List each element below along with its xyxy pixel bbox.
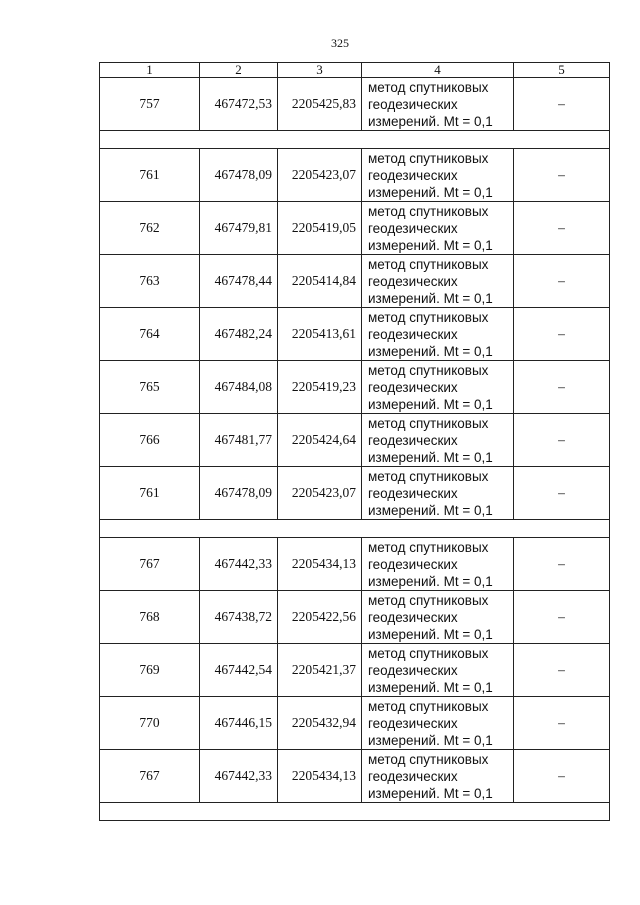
note-cell: – bbox=[514, 414, 610, 467]
method-line: метод спутниковых bbox=[368, 309, 489, 325]
method-line: измерений. Mt = 0,1 bbox=[368, 396, 493, 412]
method-cell bbox=[362, 538, 514, 591]
point-number-cell: 766 bbox=[100, 414, 200, 467]
method-line: геодезических bbox=[368, 167, 458, 183]
point-number-cell: 763 bbox=[100, 255, 200, 308]
method-line: метод спутниковых bbox=[368, 203, 489, 219]
table-row bbox=[100, 697, 610, 750]
method-line: метод спутниковых bbox=[368, 79, 489, 95]
method-line: метод спутниковых bbox=[368, 539, 489, 555]
method-line: измерений. Mt = 0,1 bbox=[368, 113, 493, 129]
method-line: измерений. Mt = 0,1 bbox=[368, 732, 493, 748]
point-number-cell: 761 bbox=[100, 149, 200, 202]
table-row bbox=[100, 361, 610, 414]
point-number-cell: 767 bbox=[100, 750, 200, 803]
x-coordinate-cell: 467478,44 bbox=[200, 255, 278, 308]
y-coordinate-cell: 2205423,07 bbox=[278, 149, 362, 202]
method-cell bbox=[362, 78, 514, 131]
group-separator-row bbox=[100, 803, 610, 821]
point-number-cell: 767 bbox=[100, 538, 200, 591]
y-coordinate-cell: 2205425,83 bbox=[278, 78, 362, 131]
table-row bbox=[100, 202, 610, 255]
point-number-cell: 765 bbox=[100, 361, 200, 414]
x-coordinate-cell: 467482,24 bbox=[200, 308, 278, 361]
separator-cell bbox=[100, 803, 610, 821]
method-line: метод спутниковых bbox=[368, 150, 489, 166]
method-line: метод спутниковых bbox=[368, 468, 489, 484]
method-line: измерений. Mt = 0,1 bbox=[368, 184, 493, 200]
note-cell: – bbox=[514, 149, 610, 202]
separator-cell bbox=[100, 520, 610, 538]
method-line: геодезических bbox=[368, 379, 458, 395]
table-body bbox=[100, 78, 610, 821]
x-coordinate-cell: 467442,54 bbox=[200, 644, 278, 697]
note-cell: – bbox=[514, 78, 610, 131]
note-cell: – bbox=[514, 308, 610, 361]
method-line: геодезических bbox=[368, 432, 458, 448]
y-coordinate-cell: 2205414,84 bbox=[278, 255, 362, 308]
method-line: геодезических bbox=[368, 609, 458, 625]
coordinates-table bbox=[99, 62, 610, 821]
table-row bbox=[100, 538, 610, 591]
table-row bbox=[100, 467, 610, 520]
method-line: измерений. Mt = 0,1 bbox=[368, 290, 493, 306]
separator-cell bbox=[100, 131, 610, 149]
x-coordinate-cell: 467472,53 bbox=[200, 78, 278, 131]
x-coordinate-cell: 467484,08 bbox=[200, 361, 278, 414]
group-separator-row bbox=[100, 131, 610, 149]
method-line: измерений. Mt = 0,1 bbox=[368, 785, 493, 801]
table-row bbox=[100, 308, 610, 361]
method-line: геодезических bbox=[368, 273, 458, 289]
method-cell bbox=[362, 308, 514, 361]
method-line: геодезических bbox=[368, 662, 458, 678]
method-cell bbox=[362, 750, 514, 803]
note-cell: – bbox=[514, 591, 610, 644]
x-coordinate-cell: 467438,72 bbox=[200, 591, 278, 644]
table-row bbox=[100, 644, 610, 697]
method-line: метод спутниковых bbox=[368, 415, 489, 431]
method-line: геодезических bbox=[368, 485, 458, 501]
method-line: метод спутниковых bbox=[368, 698, 489, 714]
point-number-cell: 762 bbox=[100, 202, 200, 255]
note-cell: – bbox=[514, 697, 610, 750]
column-header-5: 5 bbox=[514, 63, 610, 78]
table-row bbox=[100, 78, 610, 131]
method-line: измерений. Mt = 0,1 bbox=[368, 502, 493, 518]
method-line: метод спутниковых bbox=[368, 362, 489, 378]
note-cell: – bbox=[514, 750, 610, 803]
y-coordinate-cell: 2205424,64 bbox=[278, 414, 362, 467]
table-row bbox=[100, 414, 610, 467]
y-coordinate-cell: 2205434,13 bbox=[278, 750, 362, 803]
page-number: 325 bbox=[331, 36, 349, 50]
method-cell bbox=[362, 361, 514, 414]
method-line: измерений. Mt = 0,1 bbox=[368, 237, 493, 253]
column-header-2: 2 bbox=[200, 63, 278, 78]
table-row bbox=[100, 750, 610, 803]
point-number-cell: 769 bbox=[100, 644, 200, 697]
column-header-3: 3 bbox=[278, 63, 362, 78]
table-row bbox=[100, 591, 610, 644]
y-coordinate-cell: 2205422,56 bbox=[278, 591, 362, 644]
note-cell: – bbox=[514, 644, 610, 697]
method-line: геодезических bbox=[368, 326, 458, 342]
x-coordinate-cell: 467478,09 bbox=[200, 467, 278, 520]
x-coordinate-cell: 467481,77 bbox=[200, 414, 278, 467]
method-cell bbox=[362, 467, 514, 520]
method-line: геодезических bbox=[368, 96, 458, 112]
column-header-1: 1 bbox=[100, 63, 200, 78]
method-cell bbox=[362, 255, 514, 308]
method-cell bbox=[362, 414, 514, 467]
point-number-cell: 768 bbox=[100, 591, 200, 644]
point-number-cell: 770 bbox=[100, 697, 200, 750]
method-cell bbox=[362, 149, 514, 202]
method-line: метод спутниковых bbox=[368, 256, 489, 272]
x-coordinate-cell: 467442,33 bbox=[200, 538, 278, 591]
method-line: измерений. Mt = 0,1 bbox=[368, 343, 493, 359]
method-line: геодезических bbox=[368, 715, 458, 731]
method-line: измерений. Mt = 0,1 bbox=[368, 449, 493, 465]
method-line: геодезических bbox=[368, 220, 458, 236]
point-number-cell: 757 bbox=[100, 78, 200, 131]
x-coordinate-cell: 467478,09 bbox=[200, 149, 278, 202]
x-coordinate-cell: 467446,15 bbox=[200, 697, 278, 750]
column-header-4: 4 bbox=[362, 63, 514, 78]
point-number-cell: 764 bbox=[100, 308, 200, 361]
y-coordinate-cell: 2205434,13 bbox=[278, 538, 362, 591]
method-cell bbox=[362, 202, 514, 255]
method-cell bbox=[362, 697, 514, 750]
x-coordinate-cell: 467479,81 bbox=[200, 202, 278, 255]
method-line: метод спутниковых bbox=[368, 592, 489, 608]
method-cell bbox=[362, 644, 514, 697]
x-coordinate-cell: 467442,33 bbox=[200, 750, 278, 803]
table-row bbox=[100, 255, 610, 308]
y-coordinate-cell: 2205432,94 bbox=[278, 697, 362, 750]
method-line: измерений. Mt = 0,1 bbox=[368, 626, 493, 642]
y-coordinate-cell: 2205419,05 bbox=[278, 202, 362, 255]
method-line: метод спутниковых bbox=[368, 645, 489, 661]
y-coordinate-cell: 2205419,23 bbox=[278, 361, 362, 414]
note-cell: – bbox=[514, 361, 610, 414]
table-header-row bbox=[100, 63, 610, 78]
y-coordinate-cell: 2205421,37 bbox=[278, 644, 362, 697]
method-line: измерений. Mt = 0,1 bbox=[368, 679, 493, 695]
note-cell: – bbox=[514, 255, 610, 308]
table-row bbox=[100, 149, 610, 202]
y-coordinate-cell: 2205423,07 bbox=[278, 467, 362, 520]
method-line: измерений. Mt = 0,1 bbox=[368, 573, 493, 589]
group-separator-row bbox=[100, 520, 610, 538]
note-cell: – bbox=[514, 202, 610, 255]
method-line: геодезических bbox=[368, 556, 458, 572]
note-cell: – bbox=[514, 467, 610, 520]
y-coordinate-cell: 2205413,61 bbox=[278, 308, 362, 361]
method-line: метод спутниковых bbox=[368, 751, 489, 767]
method-line: геодезических bbox=[368, 768, 458, 784]
method-cell bbox=[362, 591, 514, 644]
point-number-cell: 761 bbox=[100, 467, 200, 520]
note-cell: – bbox=[514, 538, 610, 591]
